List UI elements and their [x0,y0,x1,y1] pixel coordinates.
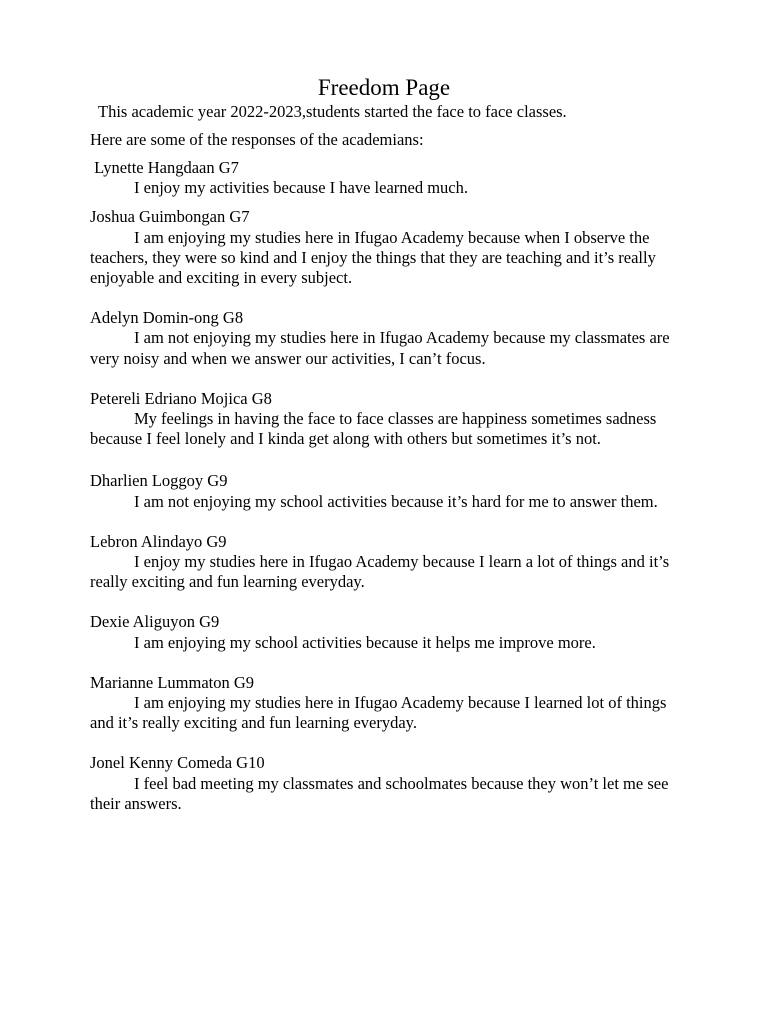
intro-paragraph: This academic year 2022-2023,students started the face to face classes. [98,102,567,121]
respondent-name: Dexie Aliguyon G9 [90,612,220,632]
response-item [90,532,690,593]
respondent-name: Lynette Hangdaan G7 [90,158,239,177]
response-text: I am enjoying my school activities because it helps me improve more. [134,632,596,652]
respondent-name: Dharlien Loggoy G9 [90,471,228,491]
respondent-name: Joshua Guimbongan G7 [90,207,250,227]
response-item [90,753,690,814]
respondent-name: Jonel Kenny Comeda G10 [90,753,265,773]
response-item [90,158,690,198]
response-text: I feel bad meeting my classmates and schoolmates because they won’t let me see their answers. [90,773,669,813]
response-text: I am not enjoying my school activities because it’s hard for me to answer them. [134,491,658,511]
respondent-name: Petereli Edriano Mojica G8 [90,388,272,408]
respondent-name: Lebron Alindayo G9 [90,531,227,551]
respondent-name: Adelyn Domin-ong G8 [90,308,244,328]
response-item [90,471,690,511]
page-title: Freedom Page [317,75,451,100]
response-text: I am enjoying my studies here in Ifugao Academy because I learned lot of things and it’s really exciting and fun learning everyday. [90,693,667,733]
respondent-name: Marianne Lummaton G9 [90,672,255,692]
response-text: I am enjoying my studies here in Ifugao Academy because when I observe the teachers, they were so kind and I enjoy the things that they are teaching and it’s really enjoyable and exciting in every subject. [90,227,656,288]
response-item [90,389,690,450]
response-item [90,673,690,734]
response-item [90,207,690,288]
response-text: I enjoy my activities because I have learned much. [134,178,468,198]
responses-list [90,158,690,814]
response-text: I enjoy my studies here in Ifugao Academy because I learn a lot of things and it’s really exciting and fun learning everyday. [90,552,670,592]
response-text: I am not enjoying my studies here in Ifugao Academy because my classmates are very noisy and when we answer our activities, I can’t focus. [90,328,670,368]
response-item [90,612,690,652]
lead-paragraph: Here are some of the responses of the academians: [90,130,424,149]
response-text: My feelings in having the face to face classes are happiness sometimes sadness because I feel lonely and I kinda get along with others but sometimes it’s not. [90,409,657,449]
response-item [90,308,690,369]
